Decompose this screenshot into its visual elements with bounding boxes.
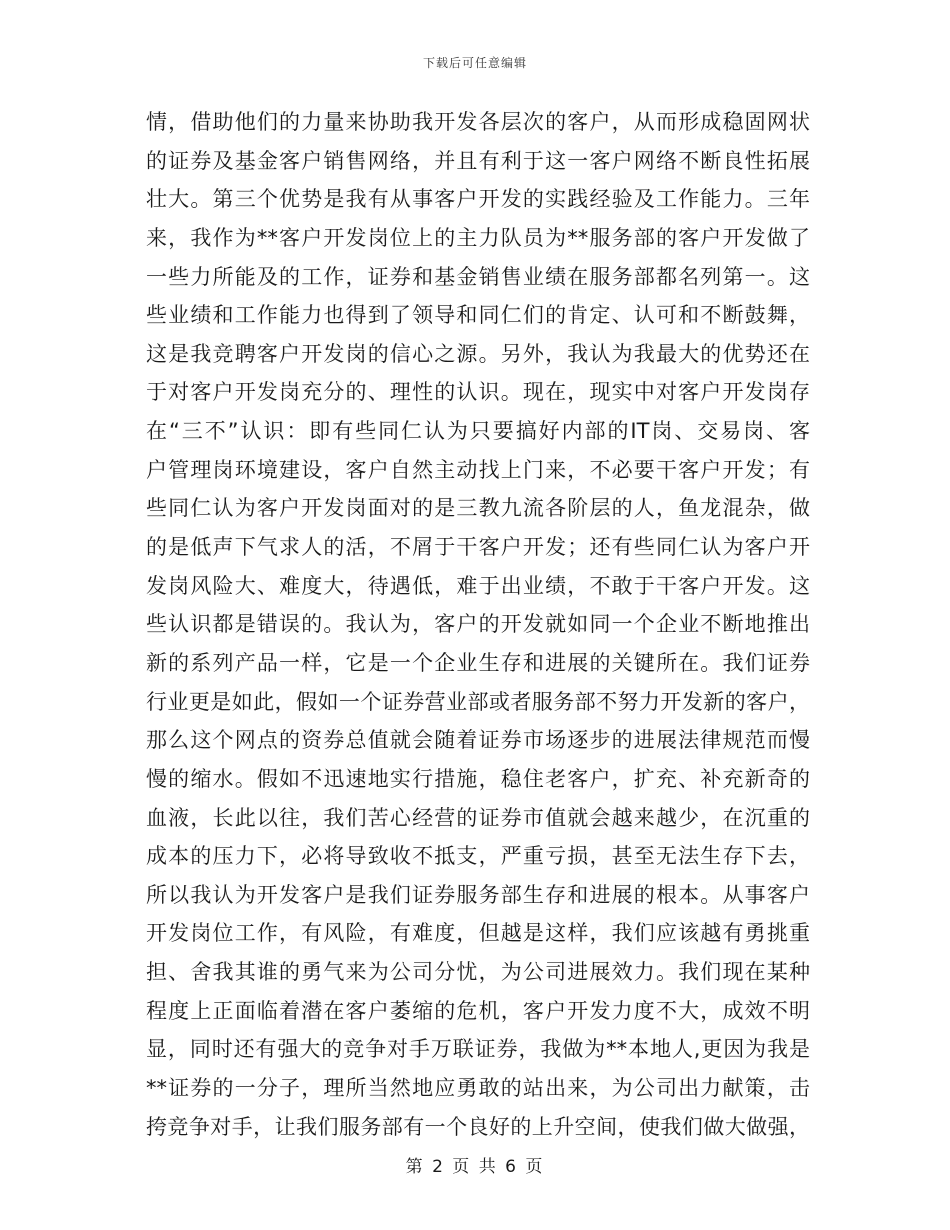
body-line: 壮大。第三个优势是我有从事客户开发的实践经验及工作能力。三年 [146, 187, 810, 212]
body-line: 来，我作为**客户开发岗位上的主力队员为**服务部的客户开发做了 [146, 225, 810, 250]
body-line: 这是我竞聘客户开发岗的信心之源。另外，我认为我最大的优势还在 [146, 341, 810, 366]
body-line: 那么这个网点的资券总值就会随着证券市场逐步的进展法律规范而慢 [146, 728, 810, 753]
body-line: 程度上正面临着潜在客户萎缩的危机，客户开发力度不大，成效不明 [146, 998, 810, 1023]
body-line: 发岗风险大、难度大，待遇低，难于出业绩，不敢于干客户开发。这 [146, 573, 810, 598]
body-line: 担、舍我其谁的勇气来为公司分忧，为公司进展效力。我们现在某种 [146, 960, 810, 985]
body-line: **证券的一分子，理所当然地应勇敢的站出来，为公司出力献策，击 [146, 1076, 810, 1101]
body-line: 一些力所能及的工作，证券和基金销售业绩在服务部都名列第一。这 [146, 264, 810, 289]
body-line: 些业绩和工作能力也得到了领导和同仁们的肯定、认可和不断鼓舞， [146, 303, 810, 328]
body-line: 情，借助他们的力量来协助我开发各层次的客户，从而形成稳固网状 [146, 110, 810, 134]
body-line: 开发岗位工作，有风险，有难度，但越是这样，我们应该越有勇挑重 [146, 921, 810, 946]
body-line: 的证券及基金客户销售网络，并且有利于这一客户网络不断良性拓展 [146, 148, 810, 173]
body-line: 于对客户开发岗充分的、理性的认识。现在，现实中对客户开发岗存 [146, 380, 810, 405]
body-line: 成本的压力下，必将导致收不抵支，严重亏损，甚至无法生存下去， [146, 844, 810, 869]
body-line: 些同仁认为客户开发岗面对的是三教九流各阶层的人，鱼龙混杂，做 [146, 496, 810, 521]
body-line: 慢的缩水。假如不迅速地实行措施，稳住老客户，扩充、补充新奇的 [146, 766, 810, 791]
page-number-footer: 第 2 页 共 6 页 [405, 1157, 545, 1177]
body-line: 显，同时还有强大的竞争对手万联证券，我做为**本地人,更因为我是 [146, 1037, 810, 1062]
body-line: 所以我认为开发客户是我们证券服务部生存和进展的根本。从事客户 [146, 882, 810, 907]
page-header-note: 下载后可任意编辑 [422, 56, 527, 70]
document-body [146, 103, 810, 1146]
body-line: 新的系列产品一样，它是一个企业生存和进展的关键所在。我们证券 [146, 650, 810, 675]
body-line: 行业更是如此，假如一个证券营业部或者服务部不努力开发新的客户， [146, 689, 810, 714]
body-line: 的是低声下气求人的活，不屑于干客户开发；还有些同仁认为客户开 [146, 535, 810, 560]
body-line: 在“三不”认识：即有些同仁认为只要搞好内部的IT岗、交易岗、客 [146, 419, 810, 444]
body-line: 些认识都是错误的。我认为，客户的开发就如同一个企业不断地推出 [146, 612, 810, 637]
body-line: 挎竞争对手，让我们服务部有一个良好的上升空间，使我们做大做强， [146, 1114, 810, 1139]
body-line: 户管理岗环境建设，客户自然主动找上门来，不必要干客户开发；有 [146, 457, 810, 482]
body-line: 血液，长此以往，我们苦心经营的证券市值就会越来越少，在沉重的 [146, 805, 810, 830]
